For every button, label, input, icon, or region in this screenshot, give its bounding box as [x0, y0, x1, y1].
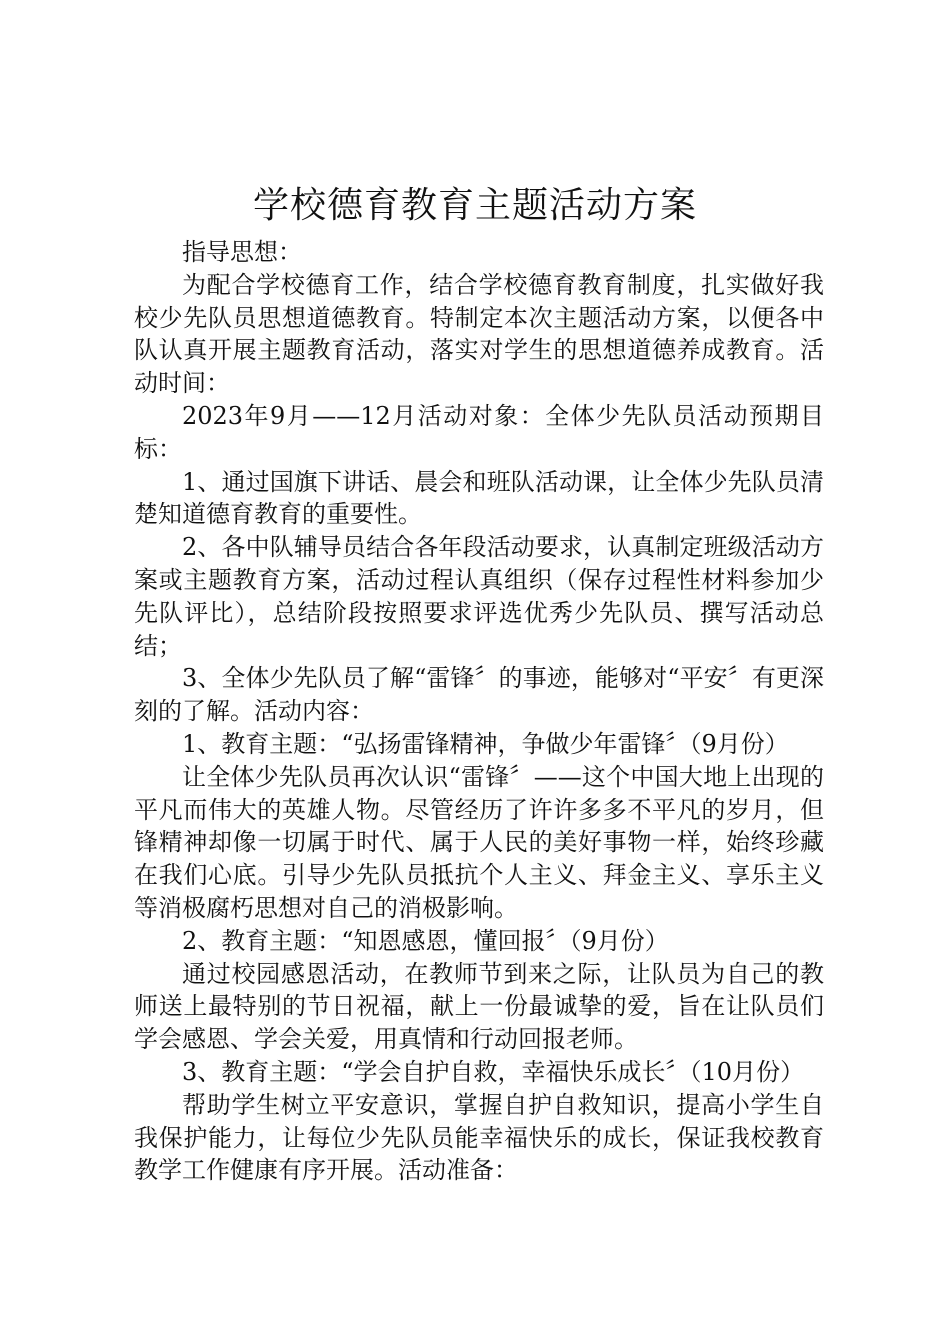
document-body [134, 236, 824, 1187]
paragraph-theme-2-body: 通过校园感恩活动，在教师节到来之际，让队员为自己的教师送上最特别的节日祝福，献上一份最诚挚的爱，旨在让队员们学会感恩、学会关爱，用真情和行动回报老师。 [134, 959, 824, 1054]
paragraph-goal-2: 2、各中队辅导员结合各年段活动要求，认真制定班级活动方案或主题教育方案，活动过程认真组织（保存过程性材料参加少先队评比），总结阶段按照要求评选优秀少先队员、撰写活动总结； [134, 533, 824, 660]
document-title: 学校德育教育主题活动方案 [252, 185, 697, 226]
paragraph-goal-1: 1、通过国旗下讲话、晨会和班队活动课，让全体少先队员清楚知道德育教育的重要性。 [134, 467, 824, 529]
paragraph-theme-1-heading: 1、教育主题：“弘扬雷锋精神，争做少年雷锋〞（9月份） [182, 729, 789, 758]
paragraph-theme-2-heading: 2、教育主题：“知恩感恩，懂回报〞（9月份） [182, 926, 669, 955]
paragraph-theme-3-heading: 3、教育主题：“学会自护自救，幸福快乐成长〞（10月份） [182, 1057, 805, 1086]
paragraph-goal-3: 3、全体少先队员了解“雷锋〞的事迹，能够对“平安〞有更深刻的了解。活动内容： [134, 664, 824, 726]
paragraph-time-target-goals: 2023年9月——12月活动对象：全体少先队员活动预期目标： [134, 401, 824, 463]
paragraph-theme-1-body: 让全体少先队员再次认识“雷锋〞——这个中国大地上出现的平凡而伟大的英雄人物。尽管经历了许许多多不平凡的岁月，但锋精神却像一切属于时代、属于人民的美好事物一样，始终珍藏在我们心底。引导少先队员抵抗个人主义、拜金主义、享乐主义等消极腐朽思想对自己的消极影响。 [134, 762, 824, 922]
paragraph-theme-3-body: 帮助学生树立平安意识，掌握自护自救知识，提高小学生自我保护能力，让每位少先队员能幸福快乐的成长，保证我校教育教学工作健康有序开展。活动准备： [134, 1090, 824, 1185]
paragraph-guiding-ideology: 为配合学校德育工作，结合学校德育教育制度，扎实做好我校少先队员思想道德教育。特制定本次主题活动方案，以便各中队认真开展主题教育活动，落实对学生的思想道德养成教育。活动时间： [134, 270, 824, 398]
paragraph-guiding-ideology-heading: 指导思想： [182, 238, 302, 266]
